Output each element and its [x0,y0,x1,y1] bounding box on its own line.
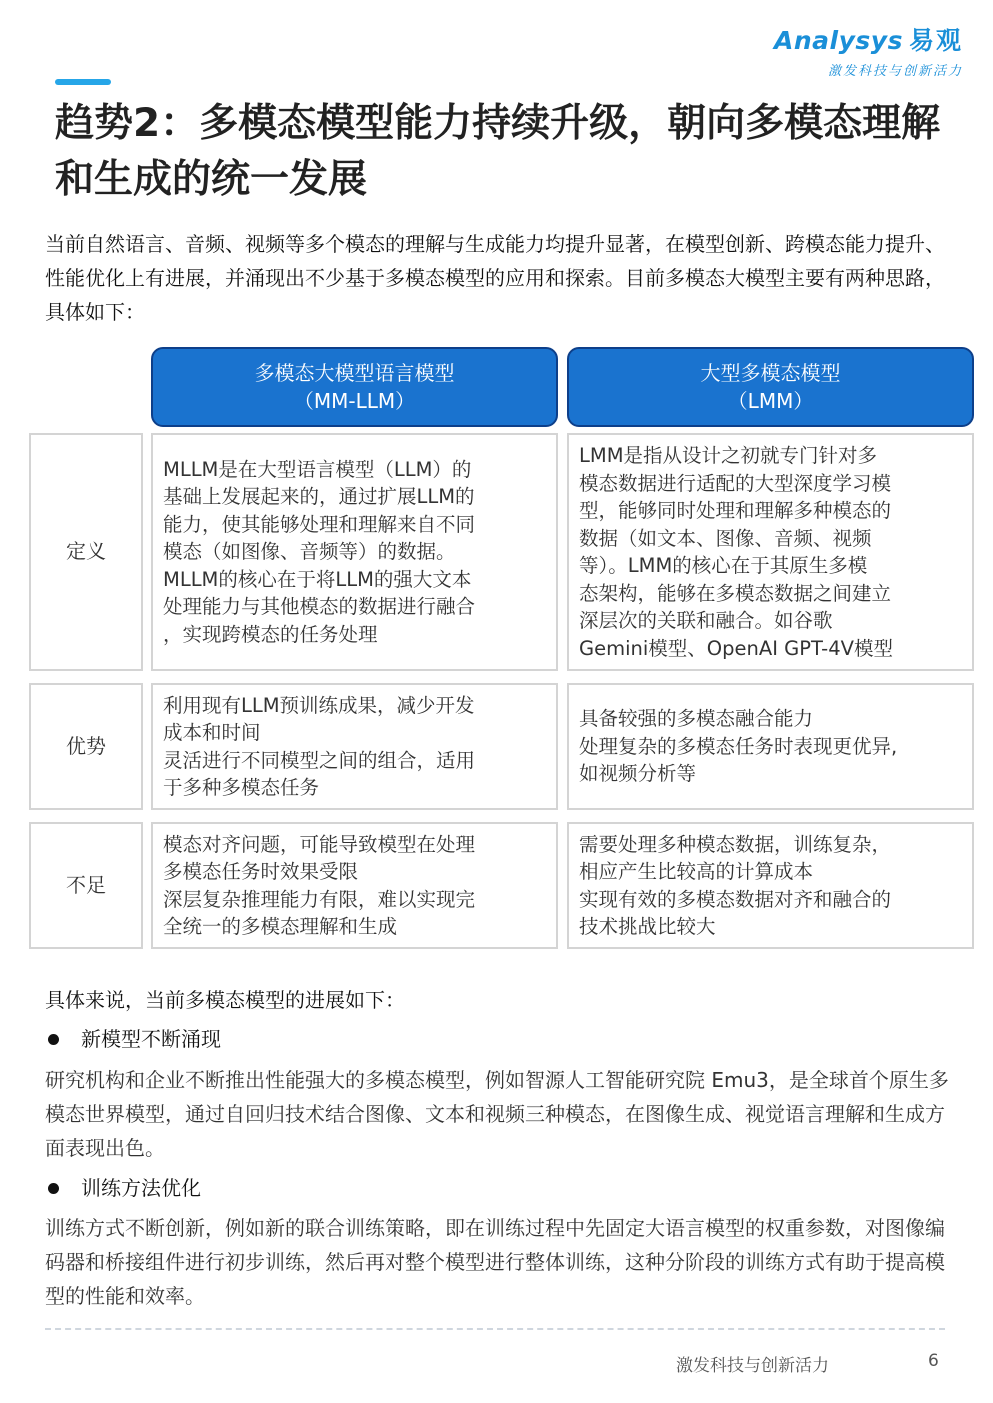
column-header-abbr: （LMM） [727,389,814,413]
cell-limitation-lmm [567,822,974,949]
logo-brand-cn: 易观 [908,26,963,55]
analysys-logo [763,26,963,79]
bullet-heading-text: 训练方法优化 [81,1176,201,1200]
cell-text-line: 基础上发展起来的，通过扩展LLM的 [163,485,475,509]
bullet-heading-new-models [45,1022,221,1056]
cell-text-line: 技术挑战比较大 [579,915,716,938]
cell-definition-lmm [567,433,974,671]
cell-text-line: 型，能够同时处理和理解多种模态的 [579,499,892,522]
logo-tagline: 激发科技与创新活力 [827,64,963,79]
cell-text-line: 相应产生比较高的计算成本 [579,860,814,883]
cell-text-line: MLLM是在大型语言模型（LLM）的 [163,457,472,481]
column-header-abbr: （MM-LLM） [293,389,416,413]
cell-text-line: 等）。LMM的核心在于其原生多模 [579,554,868,577]
column-header-name: 大型多模态模型 [700,361,841,385]
logo-wordmark [763,26,963,56]
intro-paragraph: 当前自然语言、音频、视频等多个模态的理解与生成能力均提升显著，在模型创新、跨模态能力提升、性能优化上有进展，并涌现出不少基于多模态模型的应用和探索。目前多模态大模型主要有两种思路，具体如下： [45,232,945,324]
cell-limitation-mm-llm [151,822,558,949]
cell-text-line: Gemini模型、OpenAI GPT-4V模型 [579,636,893,660]
column-header-name: 多模态大模型语言模型 [254,361,455,385]
cell-text-line: 模态对齐问题，可能导致模型在处理 [163,832,476,856]
cell-text-line: 于多种多模态任务 [163,776,320,799]
cell-text-line: 灵活进行不同模型之间的组合，适用 [163,748,476,772]
progress-intro: 具体来说，当前多模态模型的进展如下： [45,988,405,1012]
row-label-definition: 定义 [29,433,143,671]
cell-text-line: 模态数据进行适配的大型深度学习模 [579,471,892,495]
cell-text-line: 需要处理多种模态数据，训练复杂， [579,832,892,856]
page-number: 6 [928,1351,939,1371]
cell-text-line: 多模态任务时效果受限 [163,860,359,883]
bullet-dot-icon [48,1034,59,1045]
column-header-mm-llm [151,347,558,427]
cell-text-line: 深层复杂推理能力有限，难以实现完 [163,887,476,911]
cell-text-line: 处理能力与其他模态的数据进行融合 [163,595,476,619]
page-title: 趋势2：多模态模型能力持续升级，朝向多模态理解和生成的统一发展 [55,101,941,202]
cell-text-line: 如视频分析等 [579,762,697,786]
cell-definition-mm-llm [151,433,558,671]
cell-text-line: 利用现有LLM预训练成果，减少开发 [163,693,475,717]
cell-text-line: 实现有效的多模态数据对齐和融合的 [579,887,892,911]
cell-text-line: 全统一的多模态理解和生成 [163,915,398,938]
cell-text-line: 模态（如图像、音频等）的数据。 [163,540,456,564]
footer-tagline: 激发科技与创新活力 [676,1356,829,1376]
cell-advantage-mm-llm [151,683,558,810]
cell-text-line: MLLM的核心在于将LLM的强大文本 [163,567,472,591]
bullet-paragraph-new-models: 研究机构和企业不断推出性能强大的多模态模型，例如智源人工智能研究院 Emu3，是全球首个原生多模态世界模型，通过自回归技术结合图像、文本和视频三种模态，在图像生成、视觉语言理解和生成方面表现出色。 [45,1068,949,1160]
bullet-paragraph-training: 训练方式不断创新，例如新的联合训练策略，即在训练过程中先固定大语言模型的权重参数，对图像编码器和桥接组件进行初步训练，然后再对整个模型进行整体训练，这种分阶段的训练方式有助于提高模型的性能和效率。 [45,1216,945,1308]
cell-text-line: 具备较强的多模态融合能力 [579,707,814,731]
cell-text-line: 能力，使其能够处理和理解来自不同 [163,512,476,536]
cell-text-line: 处理复杂的多模态任务时表现更优异, [579,734,898,758]
bullet-dot-icon [48,1183,59,1194]
cell-text-line: 成本和时间 [163,721,261,744]
cell-text-line: 数据（如文本、图像、音频、视频 [579,526,872,550]
cell-advantage-lmm [567,683,974,810]
title-accent-bar [55,79,111,85]
column-header-lmm [567,347,974,427]
bullet-heading-training [45,1171,201,1205]
row-label-limitation: 不足 [29,822,143,949]
row-label-advantage: 优势 [29,683,143,810]
bullet-heading-text: 新模型不断涌现 [81,1027,221,1051]
footer-divider [45,1328,945,1330]
cell-text-line: LMM是指从设计之初就专门针对多 [579,444,878,467]
cell-text-line: ，实现跨模态的任务处理 [163,622,378,646]
cell-text-line: 深层次的关联和融合。如谷歌 [579,609,833,632]
logo-brand: Analysys [774,26,903,55]
cell-text-line: 态架构，能够在多模态数据之间建立 [579,581,892,605]
